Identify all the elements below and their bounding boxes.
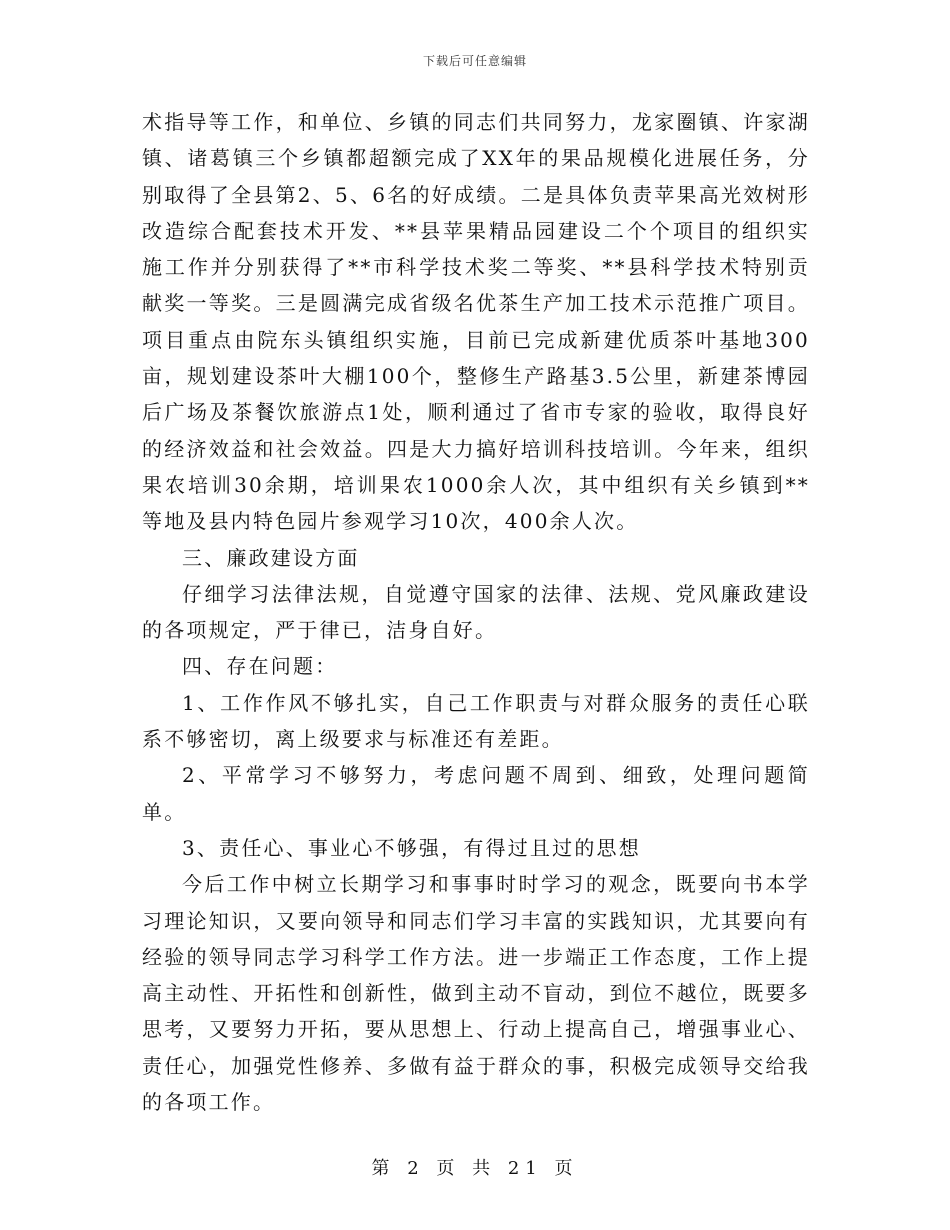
section-heading-integrity: 三、廉政建设方面 (182, 545, 360, 570)
paragraph-continuation: 术指导等工作，和单位、乡镇的同志们共同努力，龙家圈镇、许家湖镇、诸葛镇三个乡镇都超额完成了XX年的果品规模化进展任务，分别取得了全县第2、5、6名的好成绩。二是具体负责苹果高光效树形改造综合配套技术开发、**县苹果精品园建设二个个项目的组织实施工作并分别获得了**市科学技术奖二等奖、**县科学技术特别贡献奖一等奖。三是圆满完成省级名优茶生产加工技术示范推广项目。项目重点由院东头镇组织实施，目前已完成新建优质茶叶基地300亩，规划建设茶叶大棚100个，整修生产路基3.5公里，新建茶博园后广场及茶餐饮旅游点1处，顺利通过了省市专家的验收，取得良好的经济效益和社会效益。四是大力搞好培训科技培训。今年来，组织果农培训30余期，培训果农1000余人次，其中组织有关乡镇到**等地及县内特色园片参观学习10次，400余人次。 (142, 110, 810, 534)
problem-item-1: 1、工作作风不够扎实，自己工作职责与对群众服务的责任心联系不够密切，离上级要求与标准还有差距。 (142, 690, 810, 752)
problem-item-3: 3、责任心、事业心不够强，有得过且过的思想 (182, 835, 641, 860)
section-heading-problems: 四、存在问题： (182, 654, 338, 679)
document-body (142, 104, 810, 1120)
page-header: 下载后可任意编辑 (422, 54, 527, 68)
paragraph-integrity: 仔细学习法律法规，自觉遵守国家的法律、法规、党风廉政建设的各项规定，严于律已，洁身自好。 (142, 581, 810, 643)
page-footer: 第 2 页 共 21 页 (371, 1158, 579, 1179)
problem-item-2: 2、平常学习不够努力，考虑问题不周到、细致，处理问题简单。 (142, 763, 810, 824)
paragraph-future-plan: 今后工作中树立长期学习和事事时时学习的观念，既要向书本学习理论知识，又要向领导和同志们学习丰富的实践知识，尤其要向有经验的领导同志学习科学工作方法。进一步端正工作态度，工作上提高主动性、开拓性和创新性，做到主动不盲动，到位不越位，既要多思考，又要努力开拓，要从思想上、行动上提高自己，增强事业心、责任心，加强党性修养、多做有益于群众的事，积极完成领导交给我的各项工作。 (142, 872, 810, 1115)
